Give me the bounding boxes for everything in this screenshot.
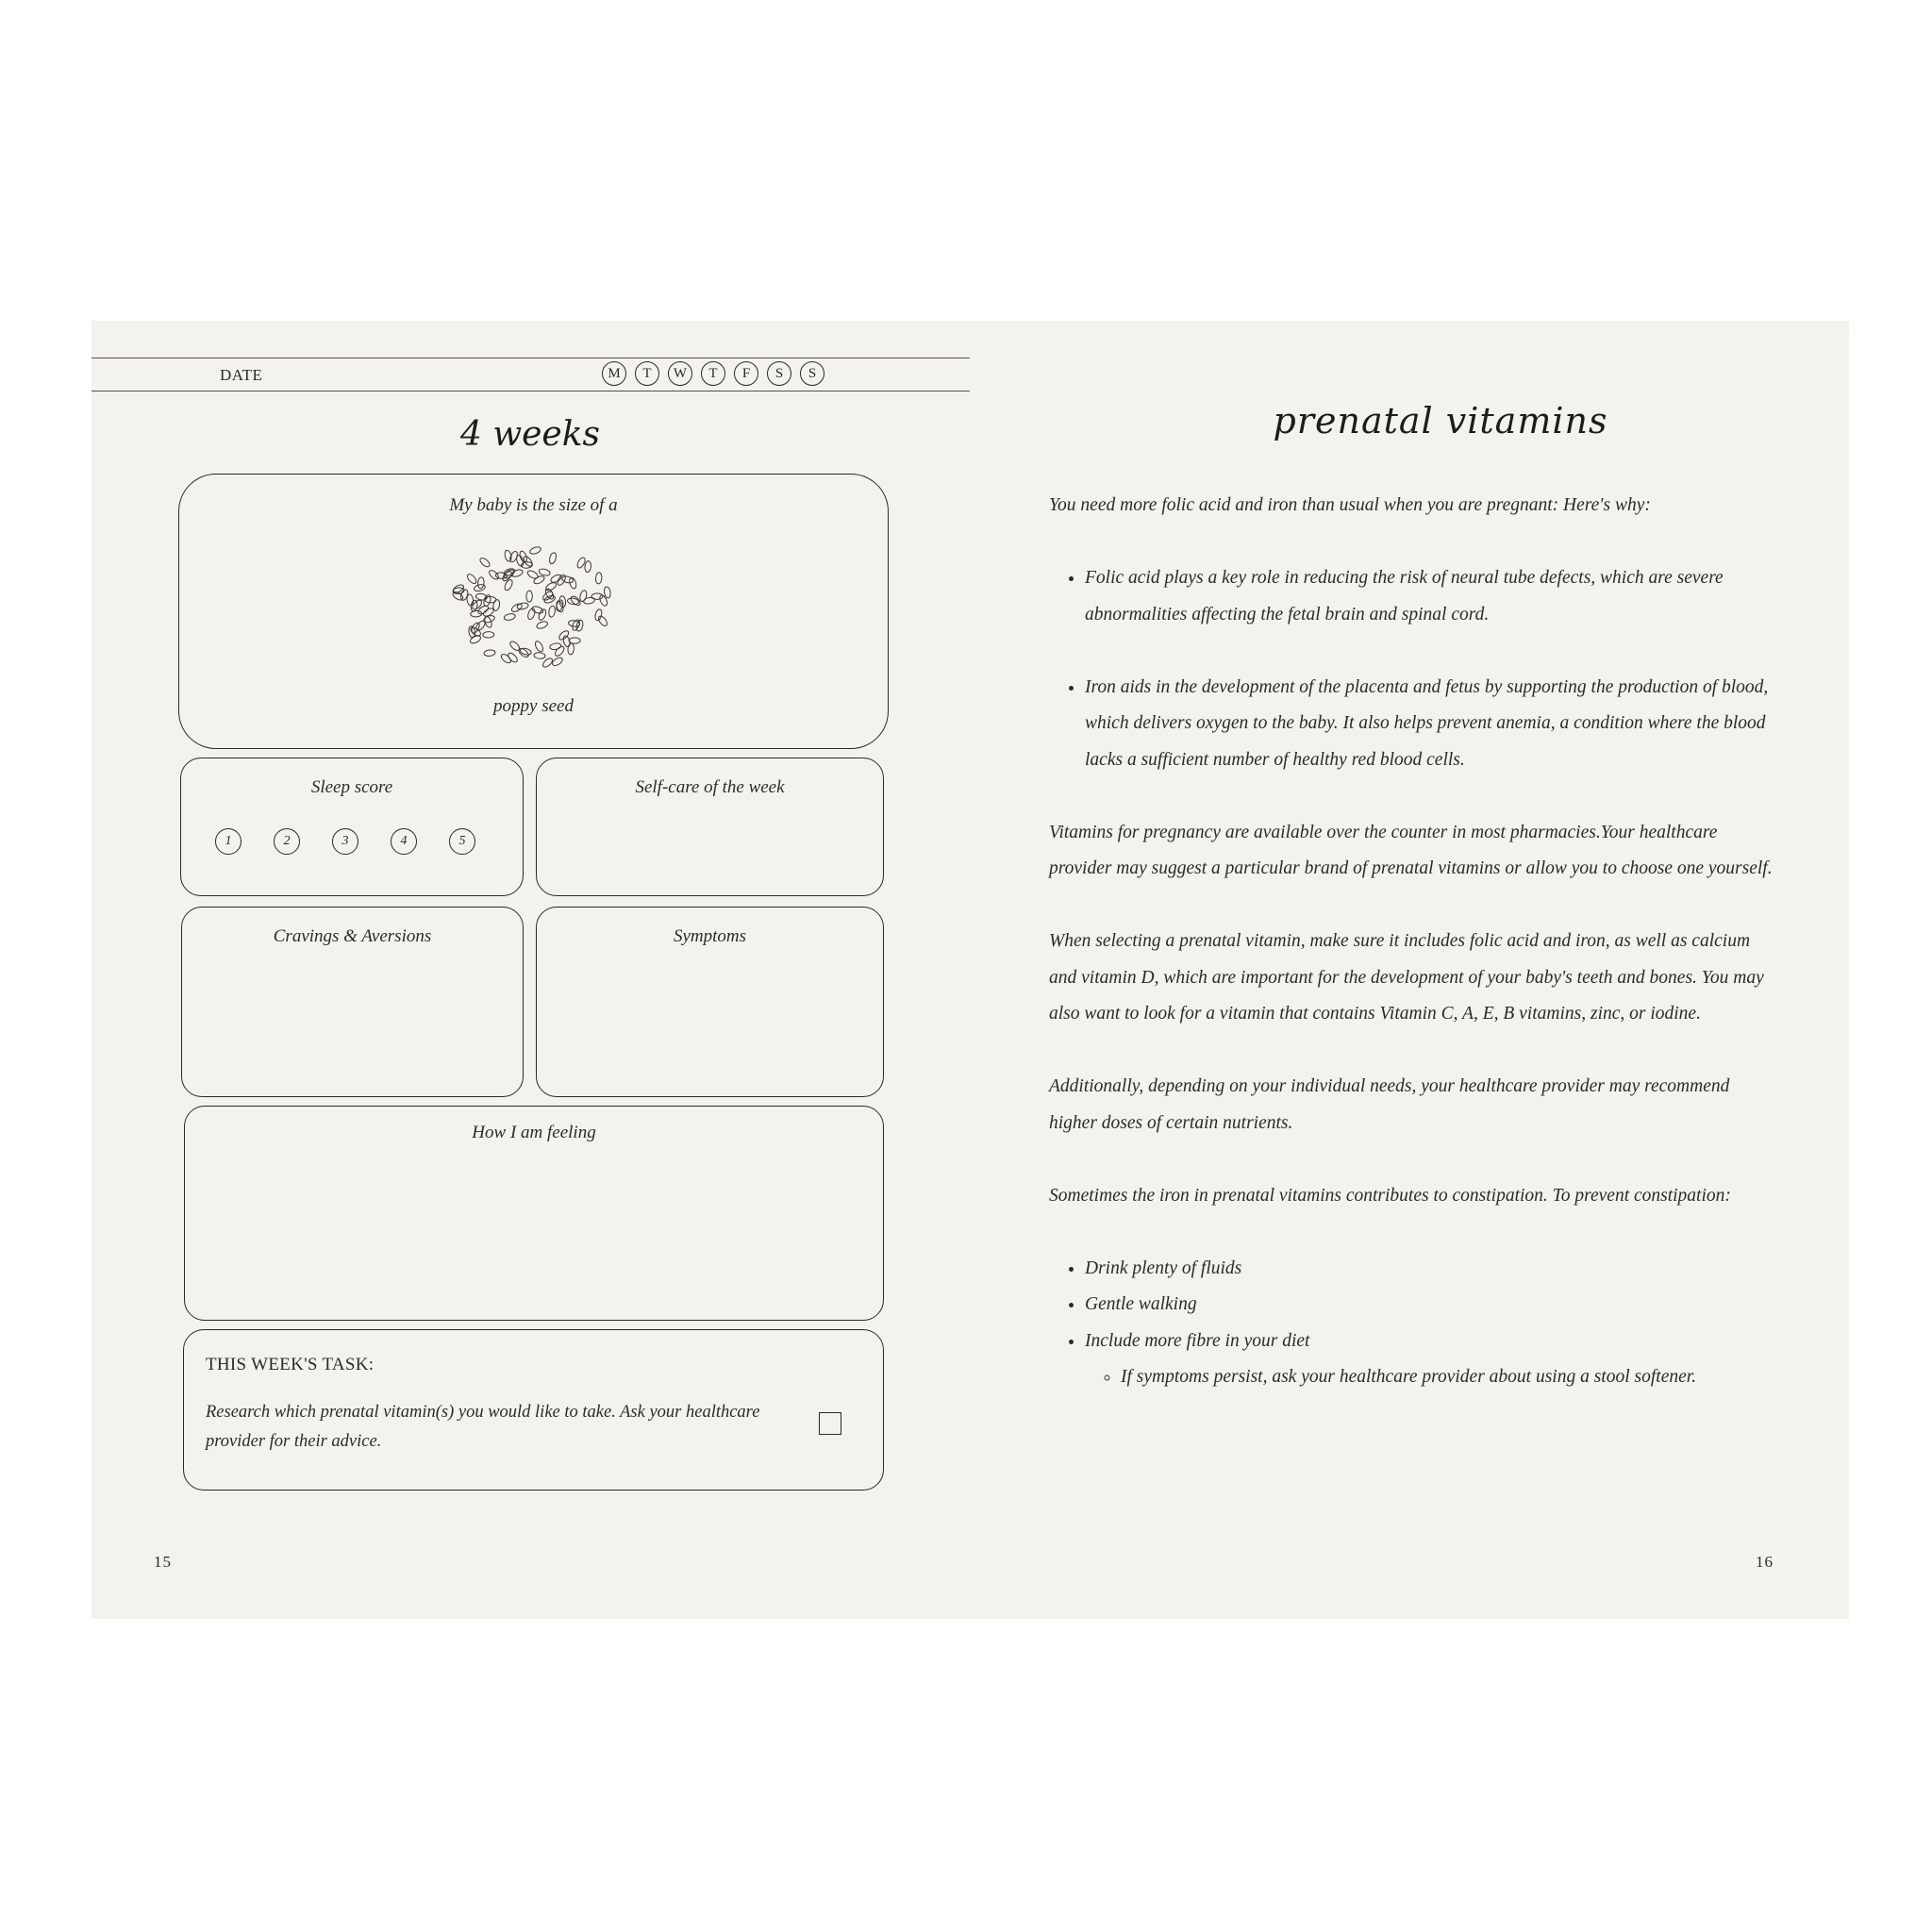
article-title: prenatal vitamins	[1273, 400, 1608, 441]
day-sunday[interactable]: S	[800, 361, 824, 386]
date-label: DATE	[220, 366, 263, 384]
sleep-score-3[interactable]: 3	[332, 828, 358, 855]
baby-size-fruit: poppy seed	[493, 696, 574, 716]
symptoms-title: Symptoms	[673, 926, 747, 946]
task-heading: THIS WEEK'S TASK:	[206, 1355, 375, 1374]
list-item: • Iron aids in the development of the placenta and fetus by supporting the production of blood, which delivers oxygen to the baby. It also helps prevent anemia, a condition where the blood lacks a sufficient number of healthy red blood cells.	[1085, 670, 1780, 779]
list-item: • Gentle walking	[1085, 1287, 1780, 1324]
weekly-task-box	[183, 1329, 884, 1491]
right-page-number: 16	[1756, 1553, 1774, 1571]
selfcare-title: Self-care of the week	[635, 777, 785, 797]
day-wednesday[interactable]: W	[668, 361, 692, 386]
list-item: • Include more fibre in your diet	[1085, 1324, 1780, 1360]
article-body	[1049, 488, 1780, 1396]
sleep-score-5[interactable]: 5	[449, 828, 475, 855]
baby-size-title: My baby is the size of a	[449, 495, 618, 515]
date-bar	[92, 358, 970, 391]
day-monday[interactable]: M	[602, 361, 626, 386]
sub-tips-list	[1049, 1359, 1780, 1396]
week-title: 4 weeks	[459, 415, 601, 454]
weekday-selector	[602, 361, 824, 386]
intro-paragraph: You need more folic acid and iron than usual when you are pregnant: Here's why:	[1049, 495, 1651, 515]
additional-paragraph: Additionally, depending on your individual needs, your healthcare provider may recommend higher doses of certain nutrients.	[1049, 1076, 1730, 1133]
sleep-score-title: Sleep score	[310, 777, 393, 797]
task-body: Research which prenatal vitamin(s) you would like to take. Ask your healthcare provider for their advice.	[206, 1403, 760, 1451]
symptoms-box[interactable]	[536, 907, 884, 1097]
list-item: ◦ If symptoms persist, ask your healthcare provider about using a stool softener.	[1121, 1359, 1780, 1396]
feeling-box[interactable]	[184, 1106, 884, 1321]
sleep-score-4[interactable]: 4	[391, 828, 417, 855]
day-thursday[interactable]: T	[701, 361, 725, 386]
day-tuesday[interactable]: T	[635, 361, 659, 386]
list-item: • Folic acid plays a key role in reducing the risk of neural tube defects, which are severe abnormalities affecting the fetal brain and spinal cord.	[1085, 560, 1780, 633]
left-page-number: 15	[154, 1553, 172, 1571]
selection-paragraph: When selecting a prenatal vitamin, make sure it includes folic acid and iron, as well as calcium and vitamin D, which are important for the development of your baby's teeth and bones. You may also want to look for a vitamin that contains Vitamin C, A, E, B vitamins, zinc, or iodine.	[1049, 931, 1764, 1024]
sleep-score-1[interactable]: 1	[215, 828, 242, 855]
sleep-score-box	[180, 758, 524, 896]
sleep-score-options	[215, 828, 475, 855]
selfcare-box[interactable]	[536, 758, 884, 896]
constipation-paragraph: Sometimes the iron in prenatal vitamins contributes to constipation. To prevent constipation:	[1049, 1185, 1731, 1206]
poppy-seeds-illustration	[443, 541, 623, 673]
task-checkbox[interactable]	[819, 1412, 841, 1435]
reasons-list-2	[1049, 670, 1780, 779]
sleep-score-2[interactable]: 2	[274, 828, 300, 855]
otc-paragraph: Vitamins for pregnancy are available over the counter in most pharmacies.Your healthcare provider may suggest a particular brand of prenatal vitamins or allow you to choose one yourself.	[1049, 822, 1773, 878]
reasons-list	[1049, 560, 1780, 633]
cravings-box[interactable]	[181, 907, 524, 1097]
baby-size-box	[178, 474, 889, 749]
tips-list	[1049, 1251, 1780, 1360]
book-spread	[92, 321, 1849, 1619]
day-friday[interactable]: F	[734, 361, 758, 386]
day-saturday[interactable]: S	[767, 361, 791, 386]
feeling-title: How I am feeling	[472, 1123, 596, 1142]
list-item: • Drink plenty of fluids	[1085, 1251, 1780, 1288]
cravings-title: Cravings & Aversions	[273, 926, 432, 946]
